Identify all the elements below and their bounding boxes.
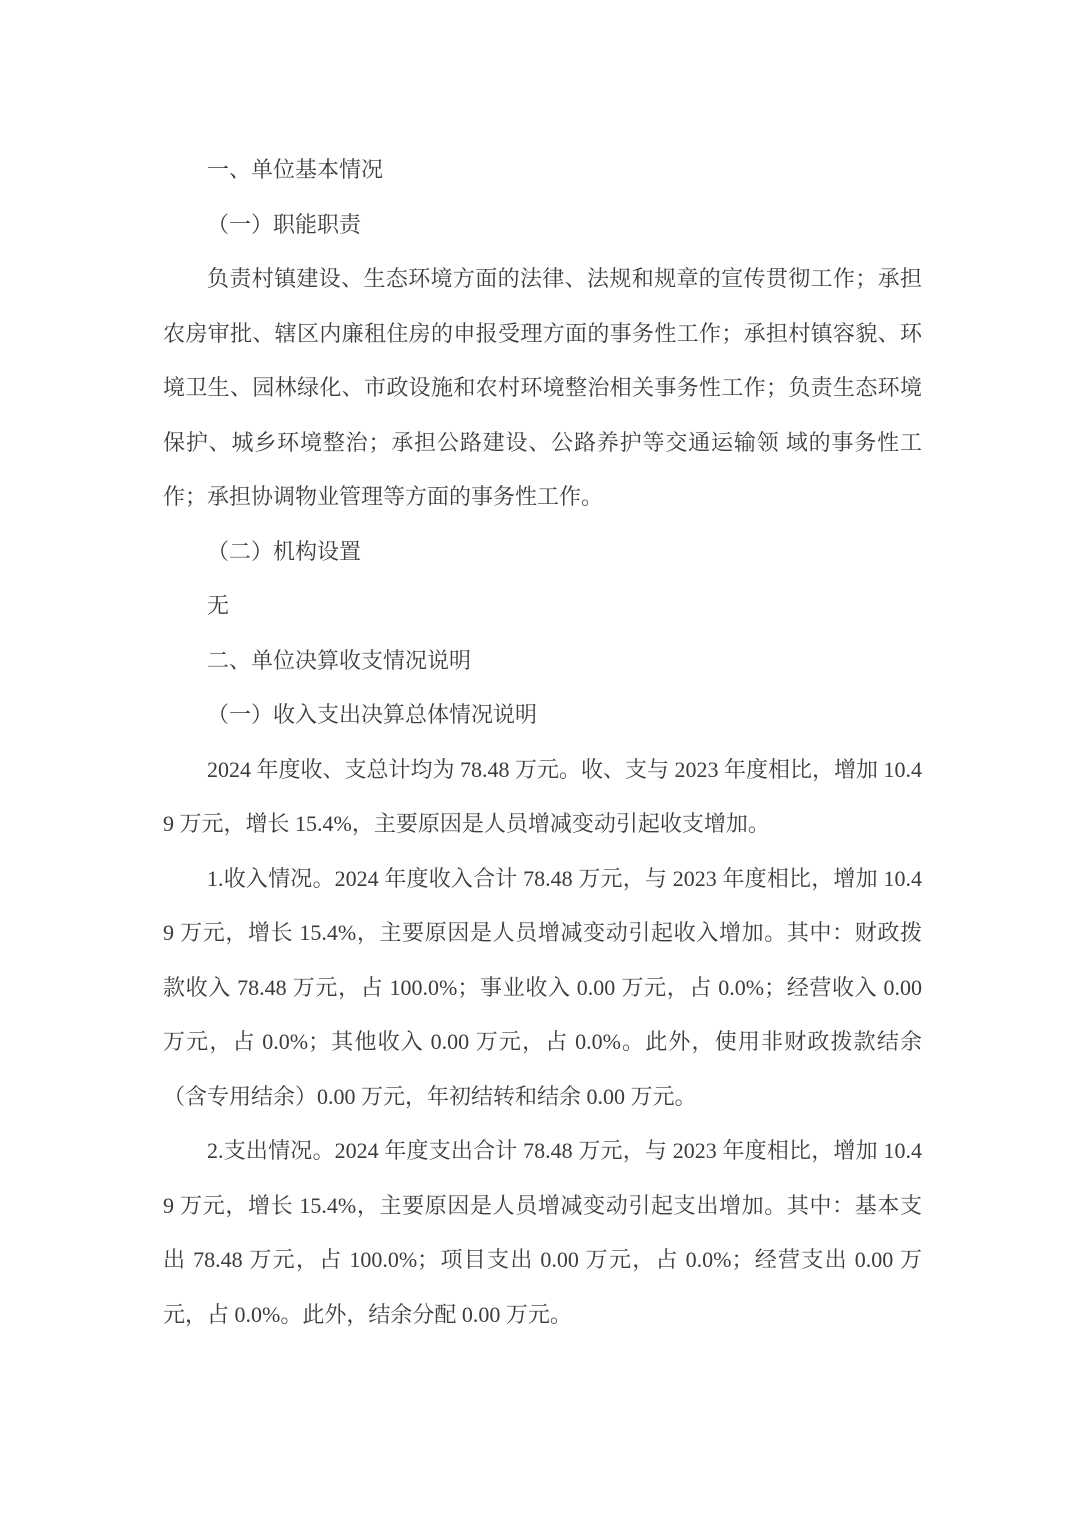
paragraph-duties: 负责村镇建设、生态环境方面的法律、法规和规章的宣传贯彻工作；承担农房审批、辖区内廉租住房的申报受理方面的事务性工作；承担村镇容貌、环境卫生、园林绿化、市政设施和农村环境整治相关事务性工作；负责生态环境保护、城乡环境整治；承担公路建设、公路养护等交通运输领 域的事务性工作；承担协调物业管理等方面的事务性工作。 xyxy=(163,266,922,509)
subsection-heading-org-setup: （二）机构设置 xyxy=(207,538,362,564)
section-heading-unit-basic-info: 一、单位基本情况 xyxy=(207,157,384,182)
paragraph-org-setup-none: 无 xyxy=(207,593,230,618)
paragraph-income-situation: 1.收入情况。2024 年度收入合计 78.48 万元，与 2023 年度相比，增加 10.49 万元，增长 15.4%，主要原因是人员增减变动引起收入增加。其中：财政拨款收入 78.48 万元，占 100.0%；事业收入 0.00 万元，占 0.0%；经营收入 0.00 万元，占 0.0%；其他收入 0.00 万元，占 0.0%。此外，使用非财政拨款结余（含专用结余）0.00 万元，年初结转和结余 0.00 万元。 xyxy=(163,865,922,1109)
paragraph-total-revenue-expenditure: 2024 年度收、支总计均为 78.48 万元。收、支与 2023 年度相比，增加 10.49 万元，增长 15.4%，主要原因是人员增减变动引起收支增加。 xyxy=(163,756,923,836)
subsection-heading-overall-situation: （一）收入支出决算总体情况说明 xyxy=(207,702,538,727)
subsection-heading-duties: （一）职能职责 xyxy=(207,211,362,237)
paragraph-expenditure-situation: 2.支出情况。2024 年度支出合计 78.48 万元，与 2023 年度相比，增加 10.49 万元，增长 15.4%，主要原因是人员增减变动引起支出增加。其中：基本支出 78.48 万元，占 100.0%；项目支出 0.00 万元，占 0.0%；经营支出 0.00 万元，占 0.0%。此外，结余分配 0.00 万元。 xyxy=(163,1138,922,1327)
section-heading-final-accounts: 二、单位决算收支情况说明 xyxy=(207,647,472,673)
